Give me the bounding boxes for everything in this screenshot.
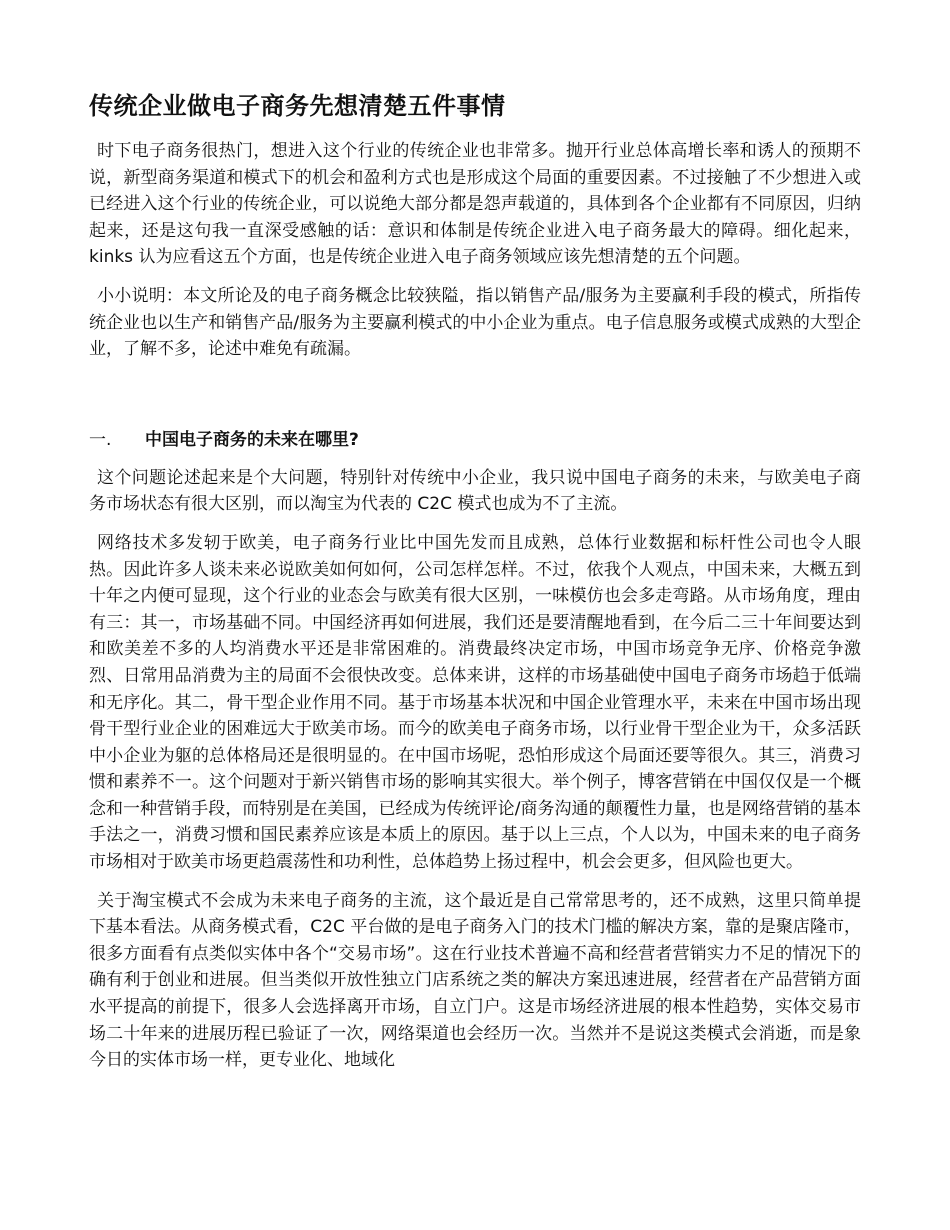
section-title: 中国电子商务的未来在哪里? [145, 429, 359, 450]
body-paragraph: 网络技术多发轫于欧美，电子商务行业比中国先发而且成熟，总体行业数据和标杆性公司也令人眼热。因此许多人谈未来必说欧美如何如何，公司怎样怎样。不过，依我个人观点，中国未来，大概五到十年之内便可显现，这个行业的业态会与欧美有很大区别，一味模仿也会多走弯路。从市场角度，理由有三：其一，市场基础不同。中国经济再如何进展，我们还是要清醒地看到，在今后二三十年间要达到和欧美差不多的人均消费水平还是非常困难的。消费最终决定市场，中国市场竞争无序、价格竞争激烈、日常用品消费为主的局面不会很快改变。总体来讲，这样的市场基础使中国电子商务市场趋于低端和无序化。其二，骨干型企业作用不同。基于市场基本状况和中国企业管理水平，未来在中国市场出现骨干型行业企业的困难远大于欧美市场。而今的欧美电子商务市场，以行业骨干型企业为干，众多活跃中小企业为躯的总体格局还是很明显的。在中国市场呢，恐怕形成这个局面还要等很久。其三，消费习惯和素养不一。这个问题对于新兴销售市场的影响其实很大。举个例子，博客营销在中国仅仅是一个概念和一种营销手段，而特别是在美国，已经成为传统评论/商务沟通的颠覆性力量，也是网络营销的基本手法之一，消费习惯和国民素养应该是本质上的原因。基于以上三点，个人以为，中国未来的电子商务市场相对于欧美市场更趋震荡性和功利性，总体趋势上扬过程中，机会会更多，但风险也更大。 [89, 532, 861, 873]
intro-paragraph: 时下电子商务很热门，想进入这个行业的传统企业也非常多。抛开行业总体高增长率和诱人的预期不说，新型商务渠道和模式下的机会和盈利方式也是形成这个局面的重要因素。不过接触了不少想进入或已经进入这个行业的传统企业，可以说绝大部分都是怨声载道的，具体到各个企业都有不同原因，归纳起来，还是这句我一直深受感触的话：意识和体制是传统企业进入电子商务最大的障碍。细化起来，kinks 认为应看这五个方面，也是传统企业进入电子商务领域应该先想清楚的五个问题。 [89, 141, 861, 268]
section-number: 一. [89, 429, 112, 450]
body-paragraph: 这个问题论述起来是个大问题，特别针对传统中小企业，我只说中国电子商务的未来，与欧美电子商务市场状态有很大区别，而以淘宝为代表的 C2C 模式也成为不了主流。 [89, 467, 861, 515]
document-page [89, 88, 861, 1086]
note-paragraph: 小小说明：本文所论及的电子商务概念比较狭隘，指以销售产品/服务为主要赢利手段的模式，所指传统企业也以生产和销售产品/服务为主要赢利模式的中小企业为重点。电子信息服务或模式成熟的大型企业，了解不多，论述中难免有疏漏。 [89, 285, 861, 360]
document-title: 传统企业做电子商务先想清楚五件事情 [89, 92, 506, 120]
section-spacer [89, 375, 861, 427]
body-paragraph: 关于淘宝模式不会成为未来电子商务的主流，这个最近是自己常常思考的，还不成熟，这里只简单提下基本看法。从商务模式看，C2C 平台做的是电子商务入门的技术门槛的解决方案，靠的是聚店隆市，很多方面看有点类似实体中各个“交易市场”。这在行业技术普遍不高和经营者营销实力不足的情况下的确有利于创业和进展。但当类似开放性独立门店系统之类的解决方案迅速进展，经营者在产品营销方面水平提高的前提下，很多人会选择离开市场，自立门户。这是市场经济进展的根本性趋势，实体交易市场二十年来的进展历程已验证了一次，网络渠道也会经历一次。当然并不是说这类模式会消逝，而是象今日的实体市场一样，更专业化、地域化 [89, 890, 861, 1071]
section-heading [89, 427, 861, 453]
